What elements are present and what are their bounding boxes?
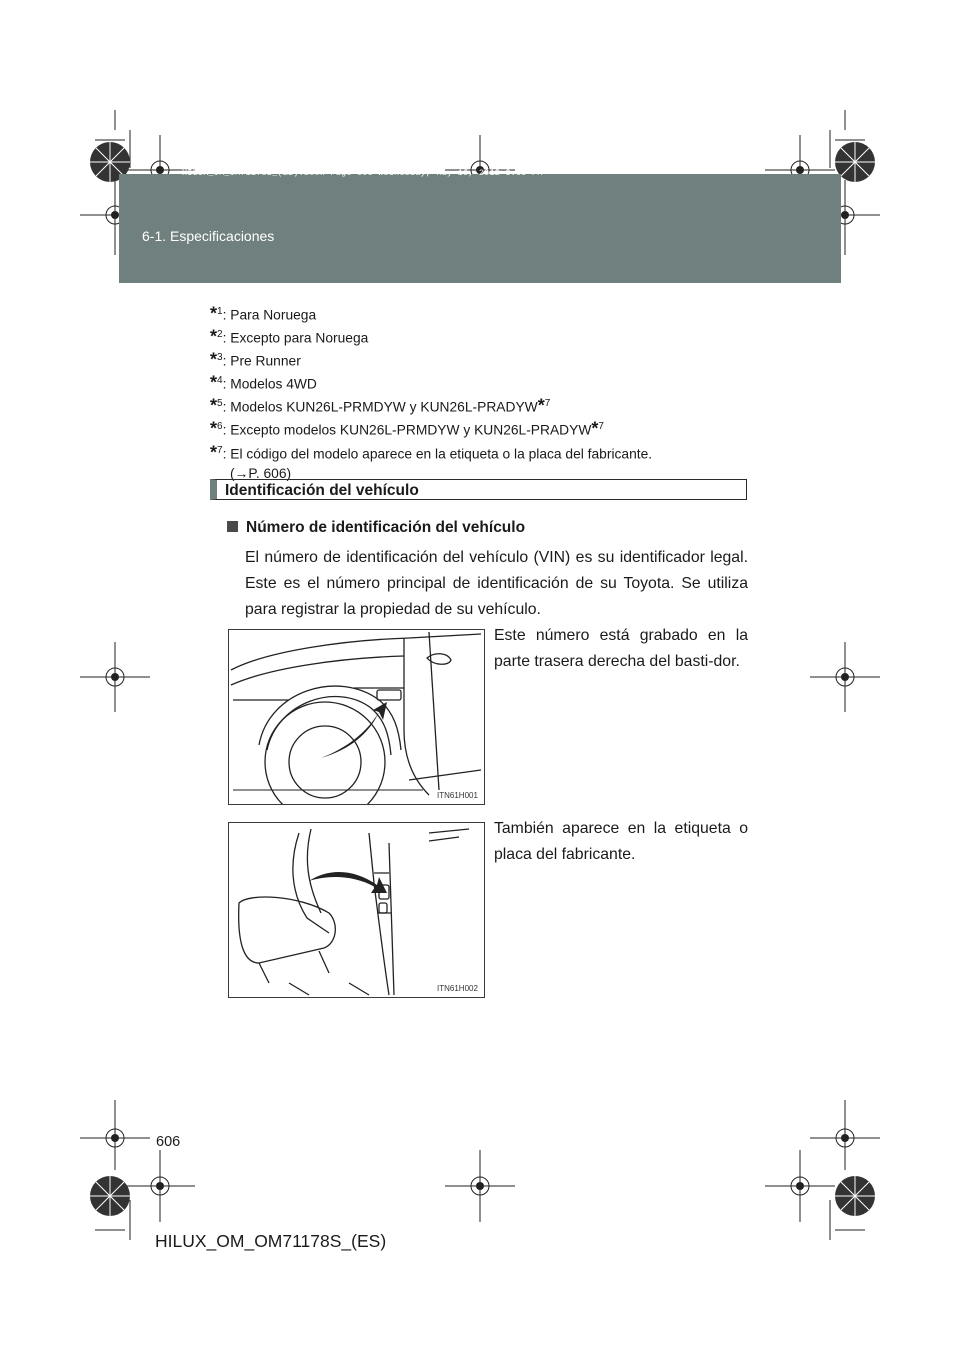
figure-caption-1: Este número está grabado en la parte trasera derecha del basti-dor. — [494, 627, 748, 670]
figure-manufacturer-label — [228, 822, 485, 998]
subheading-text: Número de identificación del vehículo — [246, 519, 526, 536]
page-number: 606 — [156, 1134, 181, 1150]
book-meta: HILUX_OM_OM71178S_(ES).book Page 606 Wednesday, May 16, 2012 3:09 PM — [182, 168, 543, 178]
footer-code: HILUX_OM_OM71178S_(ES) — [155, 1231, 387, 1251]
figure-code-1: ITN61H001 — [437, 791, 478, 800]
footnote-list — [210, 302, 750, 483]
seat-door-illustration — [229, 823, 484, 997]
footnote-4: *$^4$: Modelos 4WD — [210, 372, 317, 393]
figure-vin-frame — [228, 629, 485, 805]
subheading — [227, 519, 525, 537]
figure-caption-2: También aparece en la etiqueta o placa del fabricante. — [494, 820, 748, 863]
figure-code-2: ITN61H002 — [437, 984, 478, 993]
footnote-2: *$^2$: Excepto para Noruega — [210, 326, 369, 347]
square-bullet-icon — [227, 521, 238, 532]
footnote-7-ref: (→P. 606) — [230, 465, 292, 481]
footnote-3: *$^3$: Pre Runner — [210, 349, 301, 370]
intro-paragraph: El número de identificación del vehículo (VIN) es su identificador legal. Este es el número principal de identificación de su Toyota. Se utiliza para registrar la propiedad de su vehículo. — [245, 549, 748, 618]
footnote-1: *$^1$: Para Noruega — [210, 303, 317, 324]
section-title: 6-1. Especificaciones — [142, 228, 275, 244]
footnote-7: *$^7$: El código del modelo aparece en la etiqueta o la placa del fabricante. — [210, 442, 653, 463]
footnote-6: *$^6$: Excepto modelos KUN26L-PRMDYW y KUN26L-PRADYW*$^7$ — [210, 419, 604, 440]
section-heading: Identificación del vehículo — [210, 479, 747, 500]
page-header — [119, 174, 841, 283]
footnote-5: *$^5$: Modelos KUN26L-PRMDYW y KUN26L-PRADYW*$^7$ — [210, 395, 551, 416]
vehicle-rear-illustration — [229, 630, 484, 804]
